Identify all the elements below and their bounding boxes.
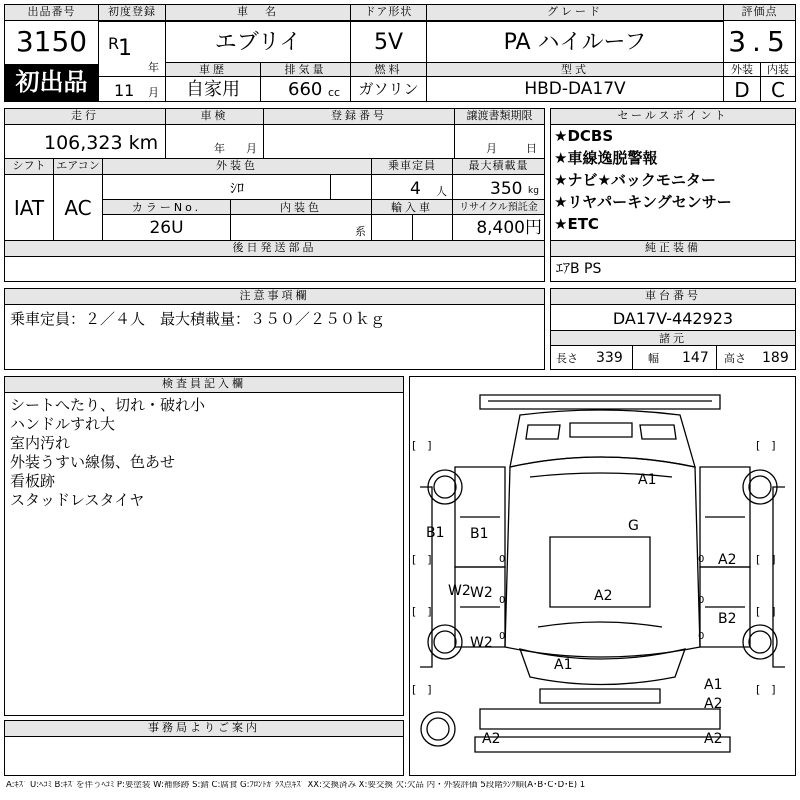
transfer-label: 譲渡書類期限: [455, 109, 544, 125]
damage-zero: 0: [698, 631, 705, 642]
bracket-mark: [ ]: [412, 553, 432, 566]
length: 339: [596, 350, 623, 366]
caution-label: 注意事項欄: [5, 289, 544, 305]
inspector-note: 室内汚れ: [10, 434, 71, 452]
bracket-mark: [ ]: [756, 605, 776, 618]
inspector-note: スタッドレスタイヤ: [10, 491, 145, 509]
damage-mark: W2: [448, 583, 471, 599]
legend: A:ｷｽﾞ U:ﾍｺﾐ B:ｷｽﾞを伴うﾍｺﾐ P:要塗装 W:補修跡 S:錆 C:腐食 G:ﾌﾛﾝﾄｶﾞﾗｽ点ｷｽﾞ XX:交換済み X:要交換 欠:欠品 内・外装評価 5段階ﾗﾝｸ順(A･B･C･D･E) 1: [6, 781, 586, 790]
import-label: 輸入車: [372, 200, 452, 215]
model-label: 型式: [427, 63, 723, 76]
sales-point: ★DCBS: [554, 127, 614, 145]
damage-mark: W2: [470, 585, 493, 601]
damage-mark: B2: [718, 611, 737, 627]
ext-label: 外装: [731, 63, 753, 76]
load-label: 最大積載量: [453, 159, 544, 175]
reg-month: 11: [114, 81, 135, 100]
inspector-note: 外装うすい線傷、色あせ: [10, 453, 176, 471]
int-label: 内装: [767, 63, 789, 76]
ac: AC: [64, 196, 92, 220]
fuel-label: 燃料: [351, 63, 426, 76]
damage-zero: 0: [499, 631, 506, 642]
equipment-value: ｴｱB PS: [556, 261, 602, 277]
color-label: 外装色: [103, 159, 371, 175]
caution-text: 乗車定員：２／４人 最大積載量：３５０／２５０ｋｇ: [10, 310, 386, 328]
capacity-unit: 人: [436, 185, 447, 198]
damage-mark: A2: [704, 731, 723, 747]
model: HBD-DA17V: [524, 79, 626, 99]
inspection-label: 車検: [166, 109, 263, 125]
score-label: 評価点: [724, 5, 795, 21]
damage-mark: A1: [704, 677, 723, 693]
damage-mark: A2: [594, 588, 613, 604]
length-label: 長さ: [556, 352, 578, 365]
color-no-label: カラーNo.: [103, 200, 230, 215]
capacity: 4: [410, 179, 421, 199]
bracket-mark: [ ]: [412, 683, 432, 696]
displacement-unit: cc: [328, 86, 341, 99]
transfer-day: 日: [526, 142, 537, 155]
lot-label: 出品番号: [5, 5, 98, 21]
sales-point: ★リヤパーキングセンサー: [554, 193, 732, 211]
shift-label: シフト: [5, 159, 53, 175]
ac-label: エアコン: [54, 159, 102, 175]
inspector-note: 看板跡: [10, 472, 56, 490]
damage-mark: A1: [554, 657, 573, 673]
damage-mark: A1: [638, 472, 657, 488]
history-label: 車歴: [166, 63, 260, 76]
name-label: 車 名: [166, 5, 350, 21]
score: 3.5: [728, 25, 791, 58]
bracket-mark: [ ]: [756, 439, 776, 452]
bracket-mark: [ ]: [756, 553, 776, 566]
bracket-mark: [ ]: [756, 683, 776, 696]
damage-diagram: [410, 377, 795, 775]
damage-zero: 0: [698, 595, 705, 606]
chassis-label: 車台番号: [551, 289, 795, 305]
reg-label: 初度登録: [99, 5, 165, 21]
car-name: エブリイ: [214, 30, 302, 55]
displacement: 660: [288, 79, 323, 100]
load-unit: kg: [528, 186, 539, 196]
inspector-note: ハンドルすれ大: [10, 415, 116, 433]
door-label: ドア形状: [351, 5, 426, 21]
damage-zero: 0: [698, 554, 705, 565]
damage-mark: A2: [704, 696, 723, 712]
dims-label: 諸元: [551, 331, 795, 346]
displacement-label: 排気量: [261, 63, 350, 76]
interior-color-unit: 系: [355, 225, 366, 238]
bracket-mark: [ ]: [412, 439, 432, 452]
sales-points-list: [554, 129, 794, 239]
damage-mark: A2: [718, 552, 737, 568]
chassis-number: DA17V-442923: [612, 309, 734, 328]
color: ｼﾛ: [230, 181, 244, 197]
inspector-label: 検査員記入欄: [5, 377, 403, 393]
sales-point: ★ETC: [554, 215, 599, 233]
shift: IAT: [13, 196, 45, 220]
damage-mark: G: [628, 518, 639, 534]
sales-point: ★ナビ★バックモニター: [554, 171, 716, 189]
first-listing-badge: 初出品: [5, 64, 98, 101]
reg-year: 1: [118, 36, 132, 61]
damage-zero: 0: [499, 595, 506, 606]
recycle: 8,400円: [476, 218, 542, 238]
reg-era: R: [108, 34, 120, 53]
damage-mark: B1: [470, 526, 489, 542]
damage-mark: B1: [426, 525, 445, 541]
grade: PA ハイルーフ: [503, 30, 647, 55]
history: 自家用: [186, 79, 240, 100]
load: 350: [490, 179, 523, 199]
damage-zero: 0: [499, 554, 506, 565]
lot-number: 3150: [15, 25, 88, 58]
interior-color-label: 内装色: [231, 200, 371, 215]
height: 189: [762, 350, 789, 366]
inspection-month: 月: [246, 142, 257, 155]
inspector-note: シートへたり、切れ・破れ小: [10, 396, 206, 414]
inspector-notes: [10, 396, 400, 510]
ext-grade: D: [734, 78, 750, 102]
mileage: 106,323 km: [44, 132, 159, 154]
office-label: 事務局よりご案内: [5, 721, 403, 737]
reg-year-unit: 年: [148, 61, 159, 74]
height-label: 高さ: [724, 352, 746, 365]
fuel: ガソリン: [358, 80, 419, 98]
width: 147: [682, 350, 709, 366]
inspection-year: 年: [214, 142, 225, 155]
damage-mark: A2: [482, 731, 501, 747]
sales-points-label: セールスポイント: [551, 109, 795, 125]
recycle-label: リサイクル預託金: [453, 200, 544, 215]
sales-point: ★車線逸脱警報: [554, 149, 658, 167]
int-grade: C: [771, 78, 785, 102]
reg-month-unit: 月: [148, 86, 159, 99]
bracket-mark: [ ]: [412, 605, 432, 618]
plate-label: 登録番号: [264, 109, 454, 125]
mileage-label: 走行: [5, 109, 165, 125]
later-parts-label: 後日発送部品: [5, 241, 544, 257]
transfer-month: 月: [486, 142, 497, 155]
color-no: 26U: [149, 218, 184, 238]
equipment-label: 純正装備: [551, 241, 795, 257]
capacity-label: 乗車定員: [372, 159, 452, 175]
grade-label: グレード: [427, 5, 723, 21]
width-label: 幅: [648, 352, 659, 365]
door-type: 5V: [373, 30, 404, 55]
damage-mark: W2: [470, 635, 493, 651]
